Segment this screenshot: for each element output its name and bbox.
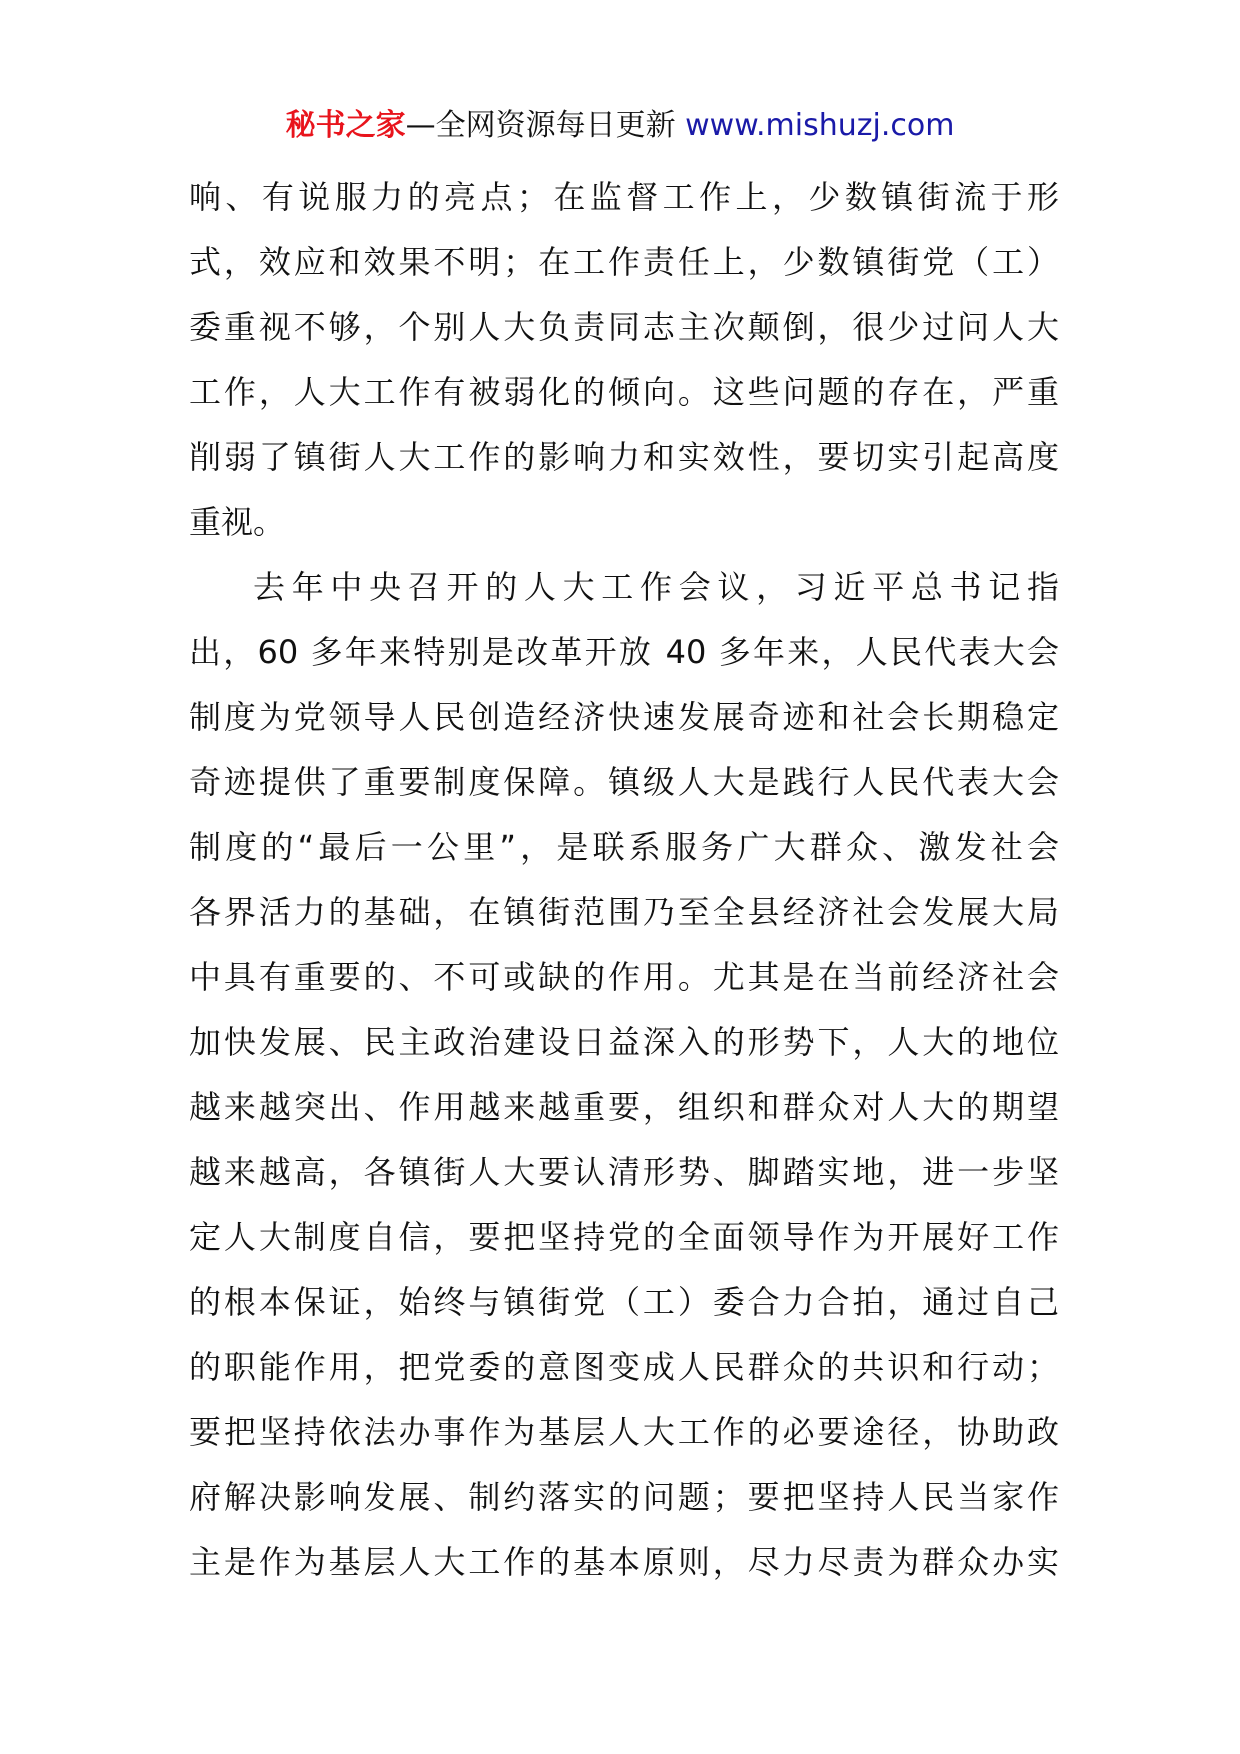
- text-line: 越来越高，各镇街人大要认清形势、脚踏实地，进一步坚: [189, 1153, 1059, 1191]
- text-line: 的职能作用，把党委的意图变成人民群众的共识和行动；: [189, 1348, 1059, 1386]
- text-line: 府解决影响发展、制约落实的问题；要把坚持人民当家作: [189, 1478, 1059, 1516]
- text-line: 制度为党领导人民创造经济快速发展奇迹和社会长期稳定: [189, 698, 1059, 736]
- text-line: 重视。: [189, 503, 286, 541]
- page-header: [0, 98, 1240, 154]
- text-line: 削弱了镇街人大工作的影响力和实效性，要切实引起高度: [189, 438, 1059, 476]
- text-line: 工作，人大工作有被弱化的倾向。这些问题的存在，严重: [189, 373, 1059, 411]
- text-line: 式，效应和效果不明；在工作责任上，少数镇街党（工）: [189, 243, 1059, 281]
- text-line: 响、有说服力的亮点；在监督工作上，少数镇街流于形: [189, 178, 1059, 216]
- text-line: 各界活力的基础，在镇街范围乃至全县经济社会发展大局: [189, 893, 1059, 931]
- site-tagline: —全网资源每日更新: [405, 108, 676, 143]
- text-line: 主是作为基层人大工作的基本原则，尽力尽责为群众办实: [189, 1543, 1059, 1581]
- text-line: 中具有重要的、不可或缺的作用。尤其是在当前经济社会: [189, 958, 1059, 996]
- paragraph: [189, 165, 1059, 555]
- text-line: 的根本保证，始终与镇街党（工）委合力合拍，通过自己: [189, 1283, 1059, 1321]
- text-line: 委重视不够，个别人大负责同志主次颠倒，很少过问人大: [189, 308, 1059, 346]
- text-line: 去年中央召开的人大工作会议，习近平总书记指: [253, 568, 1059, 606]
- text-line: 加快发展、民主政治建设日益深入的形势下，人大的地位: [189, 1023, 1059, 1061]
- site-url[interactable]: www.mishuzj.com: [685, 108, 955, 143]
- text-line: 定人大制度自信，要把坚持党的全面领导作为开展好工作: [189, 1218, 1059, 1256]
- document-body: [189, 165, 1059, 1595]
- text-line: 制度的“最后一公里”，是联系服务广大群众、激发社会: [189, 828, 1059, 866]
- paragraph: [189, 555, 1059, 1595]
- site-brand: 秘书之家: [285, 108, 406, 143]
- text-line: 出，60 多年来特别是改革开放 40 多年来，人民代表大会: [189, 633, 1059, 671]
- text-line: 越来越突出、作用越来越重要，组织和群众对人大的期望: [189, 1088, 1059, 1126]
- text-line: 要把坚持依法办事作为基层人大工作的必要途径，协助政: [189, 1413, 1059, 1451]
- text-line: 奇迹提供了重要制度保障。镇级人大是践行人民代表大会: [189, 763, 1059, 801]
